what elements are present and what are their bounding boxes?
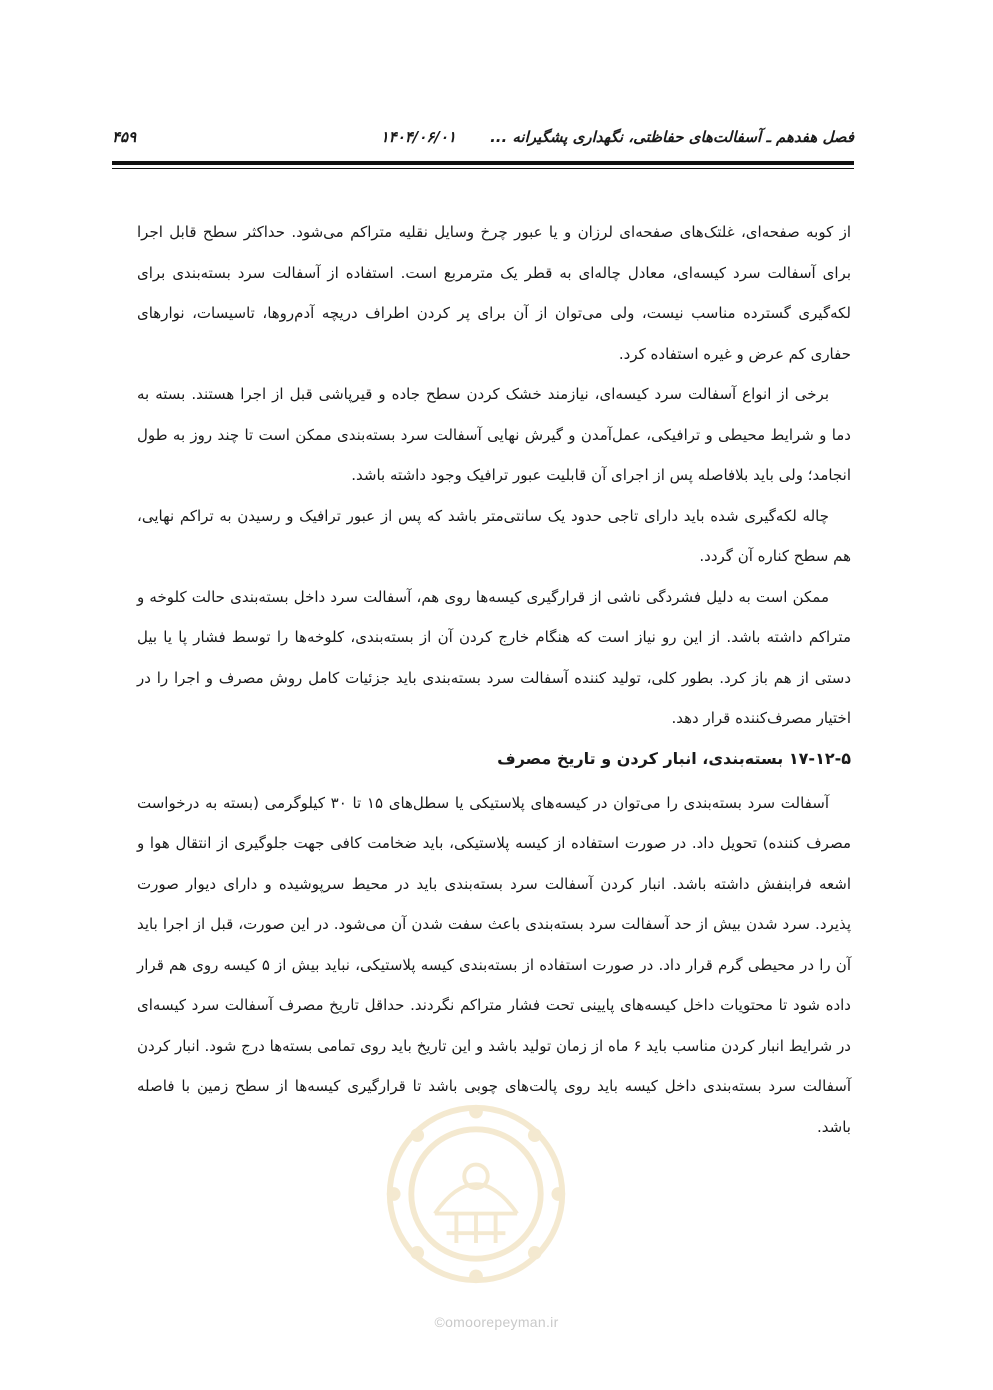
omoore-peyman-seal-icon	[378, 1096, 574, 1292]
copyright-icon: ©	[434, 1314, 446, 1330]
paragraph: چاله لکه‌گیری شده باید دارای تاجی حدود یک سانتی‌متر باشد که پس از عبور ترافیک و رسیدن به تراکم نهایی، هم سطح کناره آن گردد.	[137, 506, 851, 565]
paragraph: ممکن است به دلیل فشردگی ناشی از قرارگیری کیسه‌ها روی هم، آسفالت سرد داخل بسته‌بندی حالت کلوخه و متراکم داشته باشد. از این رو نیاز است که هنگام خارج کردن آن از بسته‌بندی، کلوخه‌ها را توسط فشار پا یا بیل دستی از هم باز کرد. بطور کلی، تولید کننده آسفالت سرد بسته‌بندی باید جزئیات کامل روش مصرف و اجرا را در اختیار مصرف‌کننده قرار دهد.	[137, 587, 851, 727]
page-number: ۴۵۹	[112, 128, 137, 146]
header-rule-thick	[112, 161, 854, 165]
paragraph: از کوبه صفحه‌ای، غلتک‌های صفحه‌ای لرزان و یا عبور چرخ وسایل نقلیه متراکم می‌شود. حداکثر سطح قابل اجرا برای آسفالت سرد کیسه‌ای، معادل چاله‌ای به قطر یک مترمربع است. استفاده از آسفالت سرد بسته‌بندی برای لکه‌گیری گسترده مناسب نیست، ولی می‌توان از آن برای پر کردن اطراف دریچه آدم‌روها، تاسیسات، نوارهای حفاری کم عرض و غیره استفاده کرد.	[137, 223, 851, 363]
section-heading	[137, 737, 851, 781]
body-text	[137, 212, 851, 1147]
watermark-site-text: omoorepeyman.ir	[445, 1314, 559, 1330]
paragraph: برخی از انواع آسفالت سرد کیسه‌ای، نیازمند خشک کردن سطح جاده و قیرپاشی قبل از اجرا هستند. بسته به دما و شرایط محیطی و ترافیکی، عمل‌آمدن و گیرش نهایی آسفالت سرد بسته‌بندی ممکن است تا چند روز به طول انجامد؛ ولی باید بلافاصله پس از اجرای آن قابلیت عبور ترافیک وجود داشته باشد.	[137, 385, 851, 484]
header-rule-thin	[112, 168, 854, 169]
running-header	[112, 128, 854, 150]
chapter-title: فصل هفدهم ـ آسفالت‌های حفاظتی، نگهداری پشگیرانه ...	[490, 128, 854, 146]
section-title: بسته‌بندی، انبار کردن و تاریخ مصرف	[497, 748, 784, 768]
paragraph: آسفالت سرد بسته‌بندی را می‌توان در کیسه‌های پلاستیکی یا سطل‌های ۱۵ تا ۳۰ کیلوگرمی (بسته به درخواست مصرف کننده) تحویل داد. در صورت استفاده از کیسه پلاستیکی، باید ضخامت کافی جهت جلوگیری از انتقال هوا و اشعه فرابنفش داشته باشد. انبار کردن آسفالت سرد بسته‌بندی باید در محیط سرپوشیده و دارای دیوار صورت پذیرد. سرد شدن بیش از حد آسفالت سرد بسته‌بندی باعث سفت شدن آن می‌شود. در این صورت، قبل از اجرا باید آن را در محیطی گرم قرار داد. در صورت استفاده از بسته‌بندی کیسه پلاستیکی، نباید بیش از ۵ کیسه روی هم قرار داده شود تا محتویات داخل کیسه‌های پایینی تحت فشار متراکم نگردند. حداقل تاریخ مصرف آسفالت سرد کیسه‌ای در شرایط انبار کردن مناسب باید ۶ ماه از زمان تولید باشد و این تاریخ باید روی تمامی بسته‌ها درج شود. انبار کردن آسفالت سرد بسته‌بندی داخل کیسه باید روی پالت‌های چوبی باشد تا قرارگیری کیسه‌ها از سطح زمین با فاصله باشد.	[137, 793, 851, 1136]
header-date: ۱۴۰۴/۰۶/۰۱	[380, 128, 456, 146]
section-number: ۱۷-۱۲-۵	[788, 748, 851, 768]
watermark-site	[0, 1314, 993, 1330]
